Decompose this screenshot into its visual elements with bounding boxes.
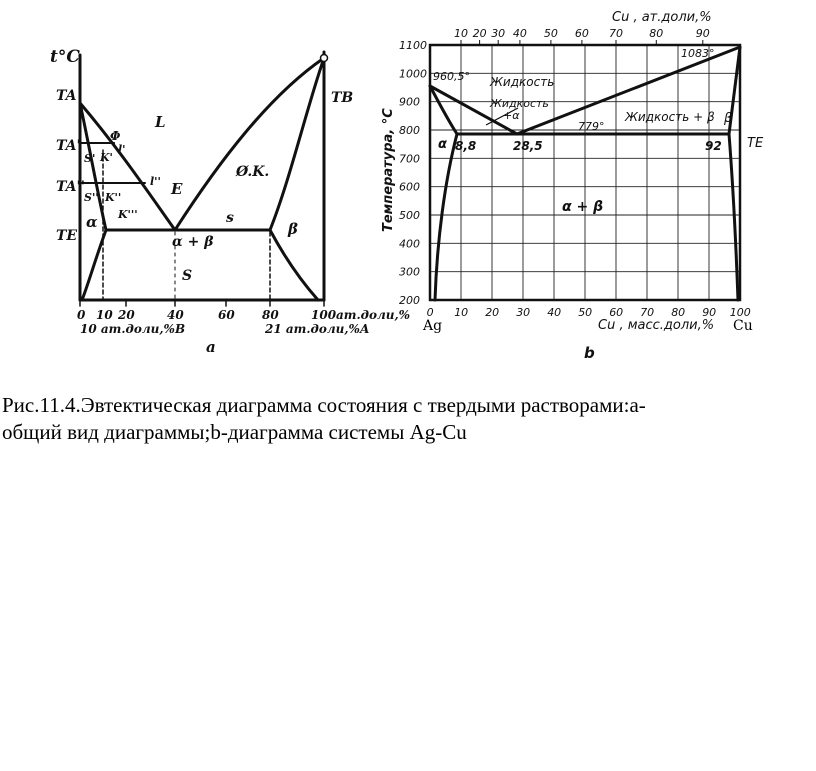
b-bottom-tick: 40	[547, 306, 562, 319]
b-melting-ag: 960,5°	[433, 70, 470, 83]
diagram-a-y-label: t°C	[50, 47, 80, 67]
point-l1: l'	[118, 143, 126, 156]
label-ta: TA	[56, 88, 77, 104]
b-region-liquid-alpha-2: +α	[503, 109, 520, 122]
point-k2: K''	[105, 191, 122, 204]
region-solid: S	[182, 268, 193, 284]
region-liquid: L	[155, 113, 166, 131]
b-bottom-tick: 60	[609, 306, 624, 319]
b-top-tick: 70	[609, 27, 623, 40]
b-region-liquid-beta: Жидкость + β	[625, 110, 715, 124]
phase-diagrams-figure	[0, 0, 816, 380]
a-note-b: 10 ат.доли,%B	[80, 322, 186, 336]
b-region-liquid: Жидкость	[490, 75, 555, 89]
diagram-b-left-ticks	[399, 39, 427, 307]
b-bottom-tick: 20	[485, 306, 500, 319]
a-tick-10: 10	[96, 308, 113, 322]
diagram-a-tb-point	[321, 55, 328, 62]
region-beta: β	[288, 220, 298, 238]
b-bottom-axis-label: Cu , масс.доли,%	[598, 318, 715, 333]
diagram-a-solidus-beta	[270, 58, 324, 230]
b-left-tick: 400	[399, 237, 420, 251]
b-region-alpha-beta: α + β	[562, 199, 604, 215]
b-left-tick: 800	[399, 124, 420, 137]
label-ta2: TA''	[56, 179, 86, 195]
diagram-b-solvus-alpha	[435, 134, 457, 300]
region-alpha-beta: α + β	[172, 234, 214, 250]
diagram-b-top-ticks	[454, 27, 710, 45]
b-top-tick: 90	[695, 27, 710, 40]
a-note-a: 21 ат.доли,%A	[265, 322, 370, 336]
b-region-alpha: α	[438, 137, 447, 152]
b-left-tick: 500	[399, 209, 420, 222]
diagram-a-liquidus-right	[175, 58, 324, 230]
b-bottom-tick: 0	[426, 306, 434, 319]
label-tb: TB	[331, 90, 354, 106]
b-top-tick: 40	[512, 27, 527, 40]
b-top-tick: 10	[454, 27, 468, 40]
point-s1: S'	[84, 152, 96, 165]
figure-caption	[2, 392, 802, 446]
a-sublabel: а	[206, 338, 216, 356]
diagram-a	[80, 52, 328, 306]
b-left-element: Ag	[423, 318, 443, 334]
b-region-beta: β	[724, 111, 733, 126]
b-right-element: Cu	[733, 318, 753, 334]
b-sublabel: b	[584, 344, 595, 362]
b-top-tick: 20	[472, 27, 487, 40]
b-comp-eutectic: 28,5	[513, 139, 543, 153]
a-x-unit: ат.доли,%	[336, 308, 411, 322]
a-tick-60: 60	[218, 308, 235, 322]
b-left-tick: 900	[399, 95, 420, 109]
region-liquid-solid: Ø.K.	[236, 164, 270, 180]
point-k1: K'	[100, 151, 113, 164]
diagram-a-solidus-alpha	[80, 103, 106, 230]
b-bottom-tick: 90	[702, 306, 717, 319]
b-bottom-tick: 80	[671, 306, 686, 319]
caption-line-1: Рис.11.4.Эвтектическая диаграмма состояния с твердыми растворами:а-	[2, 393, 646, 417]
b-left-tick: 600	[399, 180, 420, 194]
b-bottom-tick: 10	[454, 306, 469, 319]
b-region-te: TE	[747, 136, 764, 151]
point-phi: Φ	[110, 129, 121, 143]
b-comp-alpha: 8,8	[455, 139, 477, 153]
b-top-tick: 80	[649, 27, 664, 40]
b-y-axis-label: Температура, °С	[381, 108, 396, 232]
point-e: E	[171, 180, 183, 198]
region-s-eutectic: s	[226, 210, 234, 226]
b-eutectic-temp: 779°	[578, 120, 605, 133]
b-bottom-tick: 70	[640, 306, 655, 319]
b-bottom-tick: 50	[578, 306, 593, 319]
b-region-liquid-alpha-1: Жидкость	[490, 97, 549, 110]
diagram-a-labels	[50, 47, 410, 356]
diagram-b-solvus-beta	[729, 134, 738, 300]
point-l2: l''	[150, 175, 161, 188]
point-k3: K'''	[118, 208, 138, 221]
a-tick-80: 80	[262, 308, 279, 322]
diagram-a-solvus-beta	[270, 230, 318, 300]
diagram-b	[381, 10, 764, 362]
label-ta1: TA'	[56, 138, 81, 154]
b-left-tick: 700	[399, 152, 420, 166]
b-left-tick: 1100	[399, 39, 427, 52]
b-bottom-tick: 30	[516, 306, 531, 319]
b-top-tick: 30	[491, 27, 506, 40]
a-tick-0: 0	[77, 308, 86, 322]
point-s2: S''	[84, 191, 99, 204]
b-top-tick: 60	[574, 27, 589, 40]
b-left-tick: 300	[399, 265, 420, 279]
b-melting-cu: 1083°	[681, 47, 715, 60]
b-top-axis-label: Cu , ат.доли,%	[612, 10, 712, 25]
b-comp-beta: 92	[705, 139, 722, 153]
b-bottom-tick: 100	[729, 306, 751, 319]
b-left-tick: 1000	[399, 67, 427, 81]
a-tick-100: 100	[311, 308, 337, 322]
diagram-b-grid	[430, 45, 740, 300]
label-te: TE	[56, 228, 78, 244]
b-top-tick: 50	[543, 27, 558, 40]
a-tick-40: 40	[167, 308, 184, 322]
caption-line-2: общий вид диаграммы;b-диаграмма системы Ag-Cu	[2, 420, 467, 444]
a-tick-20: 20	[118, 308, 135, 322]
region-alpha: α	[86, 213, 98, 231]
b-left-tick: 200	[399, 294, 420, 307]
